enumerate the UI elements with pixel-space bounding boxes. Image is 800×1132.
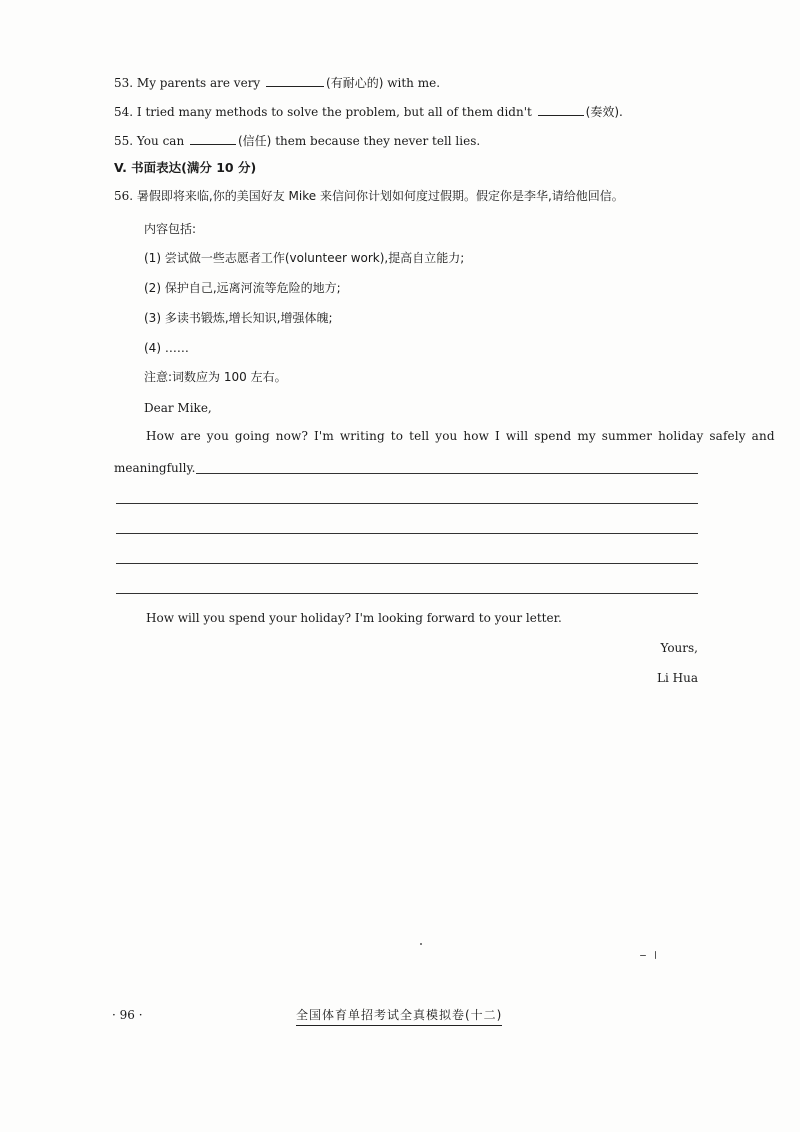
footer-title: 全国体育单招考试全真模拟卷(十二) (296, 1006, 502, 1026)
content-point-4: (4) …… (144, 341, 189, 355)
question-text: You can (136, 134, 185, 148)
question-55 (114, 132, 480, 149)
question-text: them because they never tell lies. (275, 134, 481, 148)
writing-line[interactable] (116, 533, 698, 534)
scan-speck (640, 955, 646, 956)
letter-salutation: Dear Mike, (144, 401, 212, 415)
word-count-note: 注意:词数应为 100 左右。 (144, 370, 287, 384)
letter-signoff: Yours, (660, 641, 698, 655)
question-56 (114, 188, 624, 204)
hint-text: (有耐心的) (326, 76, 384, 90)
letter-opening-line-1: How are you going now? I'm writing to tell you how I will spend my summer holiday safely and (146, 429, 775, 443)
page-number: · 96 · (112, 1008, 143, 1022)
answer-blank[interactable] (538, 103, 584, 116)
question-text: with me. (387, 76, 441, 90)
writing-prompt: 暑假即将来临,你的美国好友 Mike 来信问你计划如何度过假期。假定你是李华,请给他回信。 (136, 189, 624, 203)
answer-blank[interactable] (266, 74, 324, 87)
contents-label: 内容包括: (144, 222, 197, 236)
content-point-3: (3) 多读书锻炼,增长知识,增强体魄; (144, 311, 333, 325)
answer-blank[interactable] (190, 132, 236, 145)
question-number: 54. (114, 105, 134, 119)
question-number: 53. (114, 76, 134, 90)
writing-line[interactable] (116, 593, 698, 594)
section-heading: V. 书面表达(满分 10 分) (114, 160, 257, 175)
writing-line[interactable] (116, 563, 698, 564)
content-point-2: (2) 保护自己,远离河流等危险的地方; (144, 281, 341, 295)
writing-line[interactable] (196, 473, 698, 474)
letter-opening-line-2: meaningfully. (114, 461, 196, 475)
hint-text: (奏效). (585, 105, 623, 119)
content-point-1: (1) 尝试做一些志愿者工作(volunteer work),提高自立能力; (144, 251, 465, 265)
question-number: 56. (114, 189, 134, 203)
hint-text: (信任) (238, 134, 272, 148)
scan-speck (420, 943, 422, 945)
letter-closing-sentence: How will you spend your holiday? I'm looking forward to your letter. (146, 611, 562, 625)
letter-signature: Li Hua (657, 671, 698, 685)
question-54 (114, 103, 623, 120)
question-text: My parents are very (136, 76, 261, 90)
scan-speck (655, 951, 656, 959)
question-text: I tried many methods to solve the problem, but all of them didn't (136, 105, 532, 119)
writing-line[interactable] (116, 503, 698, 504)
question-53 (114, 74, 440, 91)
question-number: 55. (114, 134, 134, 148)
